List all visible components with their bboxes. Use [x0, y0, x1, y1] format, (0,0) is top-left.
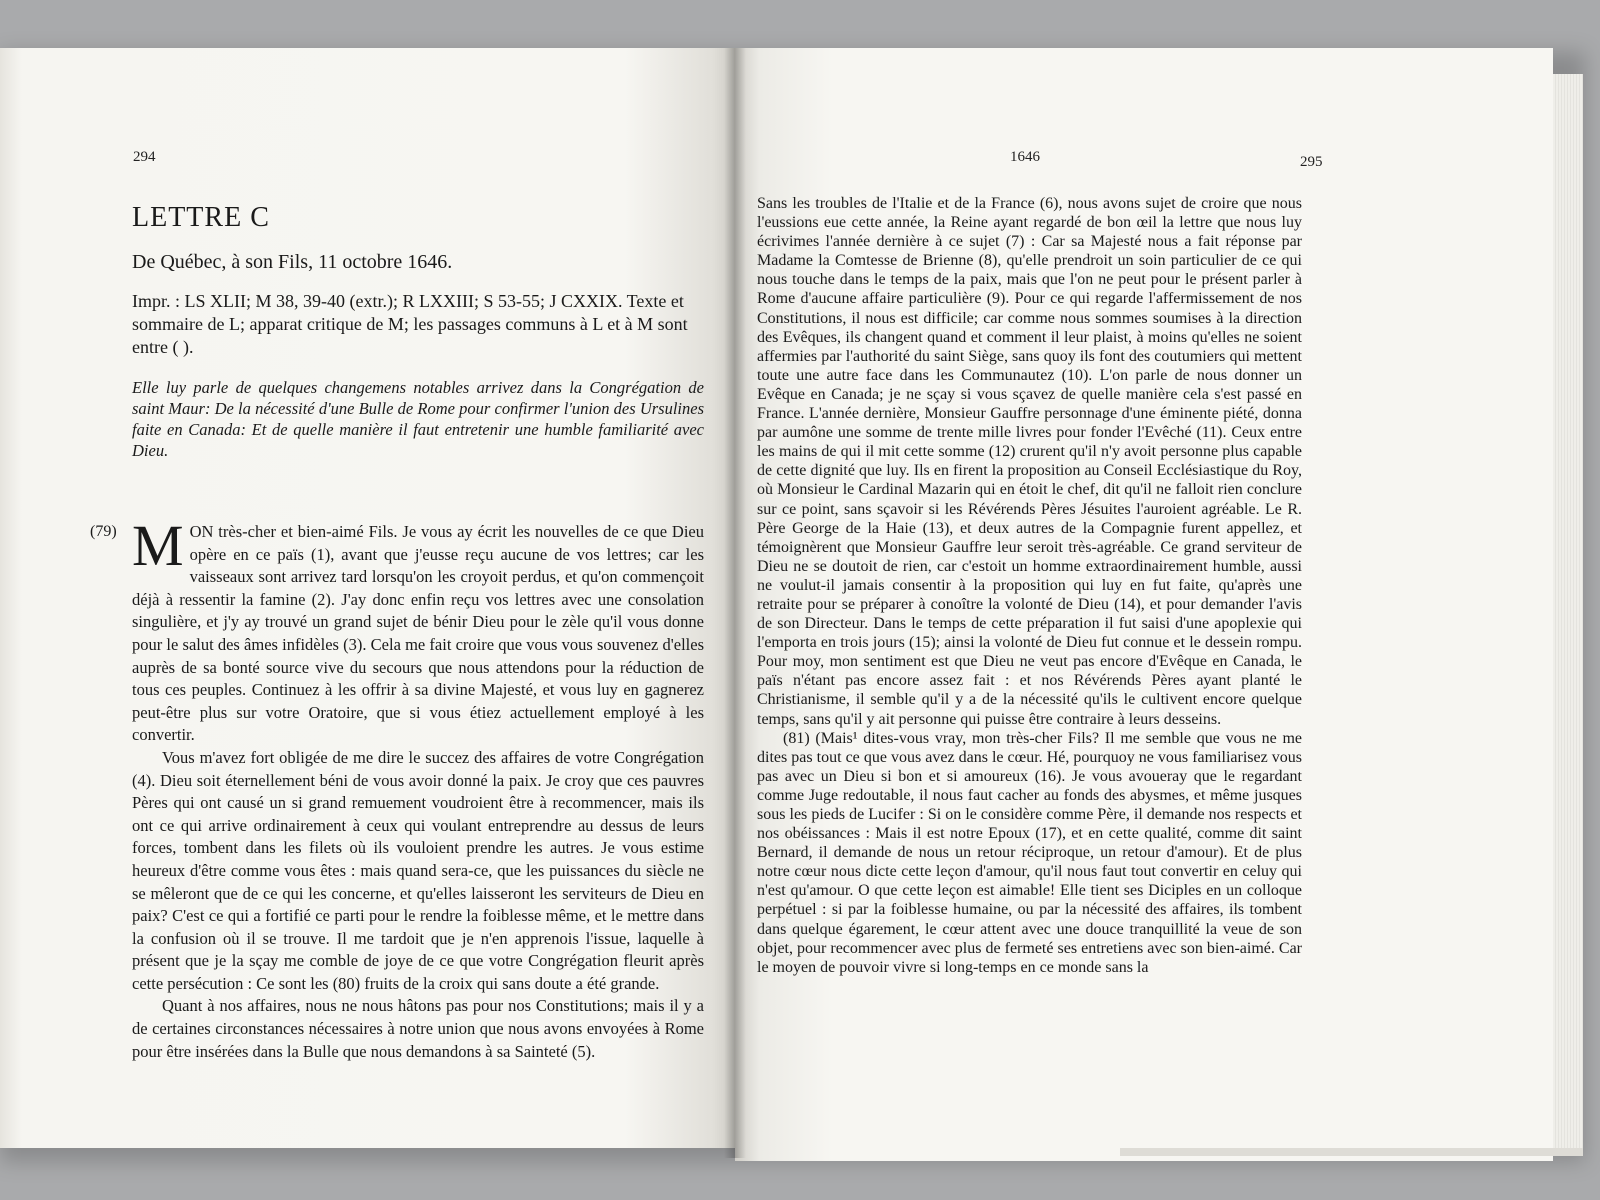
dropcap: M: [132, 513, 184, 578]
paragraph: Quant à nos affaires, nous ne nous hâtons pas pour nos Constitutions; mais il y a de certaines circonstances nécessaires à notre union que nous avons envoyées à Rome pour être insérées dans la Bulle que nous demandons à sa Sainteté (5).: [132, 996, 704, 1061]
paragraph: [132, 513, 704, 747]
paragraph: Vous m'avez fort obligée de me dire le succez des affaires de votre Congrégation (4). Dieu soit éternellement béni de vous avoir donné la paix. Je croy que ces pauvres Pères qui ont causé un si grand remuement voudroient être à recommencer, mais ils ont ce qui arrive ordinairement à ceux qui voulant entreprendre au dessus de leurs forces, tombent dans les filets où ils vouloient prendre les autres. Je vous estime heureux d'être comme vous êtes : mais quand sera-ce, que les puissances du siècle ne se mêleront que de ce qui les concerne, et qu'elles laisseront les serviteurs de Dieu en paix? C'est ce qui a fortifié ce parti pour le rendre la foiblesse même, et le mettre dans la confusion où il se trouve. Il me tardoit que je n'en apprenois l'issue, laquelle à présent que je la sçay me comble de joye de ce que votre Congrégation fleurit après cette persécution : Ce sont les (80) fruits de la croix qui sans doute a été grande.: [132, 747, 704, 993]
paragraph: Sans les troubles de l'Italie et de la France (6), nous avons sujet de croire que nous l'eussions eue cette année, la Reine ayant regardé de bon œil la lettre que nous luy écrivimes l'année dernière à ce sujet (7) : Car sa Majesté nous a fait réponse par Madame la Comtesse de Brienne (8), qu'elle prendroit un soin particulier de ce qui nous touche dans le temps de la paix, mais que l'on ne peut pour le présent parler à Rome d'aucune affaire particulière (9). Pour ce qui regarde l'affermissement de nos Constitutions, il nous est difficile; car comme nous sommes soumises à la direction des Evêques, ils changent quand et comment il leur plaist, à moins qu'elles ne soient affermies par l'authorité du saint Siège, sans quoy ils font des coutumiers qui mettent toute une autre face dans les Communautez (10). L'on parle de nous donner un Evêque en Canada; je ne sçay si vous sçavez de quelle manière cela s'est passé en France. L'année dernière, Monsieur Gauffre personnage d'une éminente piété, donna par aumône une somme de trente mille livres pour fonder l'Evêché (11). Ceux entre les mains de qui il mit cette somme (12) crurent qu'il n'y avoit personne plus capable de cette dignité que luy. Ils en firent la proposition au Conseil Ecclésiastique du Roy, où Monsieur le Cardinal Mazarin qui en étoit le chef, dit qu'il ne falloit rien conclure sur ce point, sans sçavoir si les Révérends Pères Jésuites l'auroient agréable. Le R. Père George de la Haie (13), et deux autres de la Compagnie furent appellez, et témoignèrent que Monsieur Gauffre leur seroit très-agréable. Ce grand serviteur de Dieu ne se doutoit de rien, car c'estoit un homme extraordinairement humble, aussi ne voulut-il jamais consentir à la proposition qui luy en fut faite, qu'après une retraite pour se préparer à conoître la volonté de Dieu (14), et pour demander l'avis de son Directeur. Dans le temps de cette préparation il fut saisi d'une apoplexie qui l'emporta en trois jours (15); ainsi la volonté de Dieu fut connue et le dessein rompu. Pour moy, mon sentiment est que Dieu ne veut pas encore d'Evêque en Canada, le païs n'étant pas encore assez fait : et nos Révérends Pères ayant planté le Christianisme, il semble qu'il y a de la nécessité qu'ils le cultivent encore quelque temps, sans qu'il y ait personne qui puisse être contraire à leurs desseins.: [757, 195, 1302, 728]
letter-summary: Elle luy parle de quelques changemens notables arrivez dans la Congrégation de saint Maur: De la nécessité d'une Bulle de Rome pour confirmer l'union des Ursulines faite en Canada: Et de quelle manière il faut entretenir une humble familiarité avec Dieu.: [132, 378, 704, 460]
letter-body-left: [90, 513, 704, 1063]
book-gutter: [724, 48, 746, 1158]
left-page-content: [90, 202, 704, 1063]
page-edge-bottom: [1120, 1148, 1583, 1156]
letter-origin: De Québec, à son Fils, 11 octobre 1646.: [132, 251, 453, 273]
imprint-note: Impr. : LS XLII; M 38, 39-40 (extr.); R LXXIII; S 53-55; J CXXIX. Texte et sommaire de L; apparat critique de M; les passages communs à L et à M sont entre ( ).: [132, 291, 688, 357]
letter-title: LETTRE C: [132, 202, 270, 233]
letter-body-right: [757, 194, 1302, 977]
left-page: [0, 48, 735, 1148]
margin-number: (79): [90, 523, 117, 540]
page-edge-stack: [1553, 74, 1583, 1148]
running-head-year: 1646: [1010, 149, 1040, 165]
paragraph-text: ON très-cher et bien-aimé Fils. Je vous ay écrit les nouvelles de ce que Dieu opère en ce païs (1), avant que j'eusse reçu aucune de vos lettres; car les vaisseaux sont arrivez tard lorsqu'on les croyoit perdus, et qu'on commençoit déjà à ressentir la famine (2). J'ay donc enfin reçu vos lettres avec une consolation singulière, et j'y ay trouvé un grand sujet de bénir Dieu pour le zèle qu'il vous donne pour le salut des âmes infidèles (3). Cela me fait croire que vous vous souvenez d'elles auprès de sa bonté source vive du secours que nous attendons pour la réduction de tous ces peuples. Continuez à les offrir à sa divine Majesté, et vous luy en gagnerez peut-être plus sur votre Oratoire, que si vous étiez actuellement employé à les convertir.: [132, 522, 704, 745]
right-page: [735, 48, 1553, 1161]
paragraph: (81) (Mais¹ dites-vous vray, mon très-cher Fils? Il me semble que vous ne me dites pas tout ce que vous avez dans le cœur. Hé, pourquoy ne vous familiarisez vous pas avec un Dieu si bon et si amoureux (16). Je vous avoueray que le regardant comme Juge redoutable, il nous faut cacher au fonds des abysmes, et même jusques sous les pieds de Lucifer : Si on le considère comme Père, il demande nos respects et nos obéissances : Mais il est notre Epoux (17), et en cette qualité, comme dit saint Bernard, il demande de nous un retour réciproque, un retour d'amour). Et de plus notre cœur nous dicte cette leçon d'amour, qu'il nous faut tout convertir en celuy qui n'est qu'amour. O que cette leçon est aimable! Elle tient ses Diciples en un colloque perpétuel : si par la foiblesse humaine, ou par la nécessité des affaires, ils tombent dans quelque égarement, le cœur attent avec une douce tranquillité la veue de son objet, pour recommencer avec plus de fermeté ses entretiens avec son bien-aimé. Car le moyen de pouvoir vivre si long-temps en ce monde sans la: [757, 729, 1302, 976]
right-page-content: [757, 194, 1302, 977]
right-page-number: 295: [1300, 154, 1323, 170]
left-page-number: 294: [133, 149, 156, 165]
